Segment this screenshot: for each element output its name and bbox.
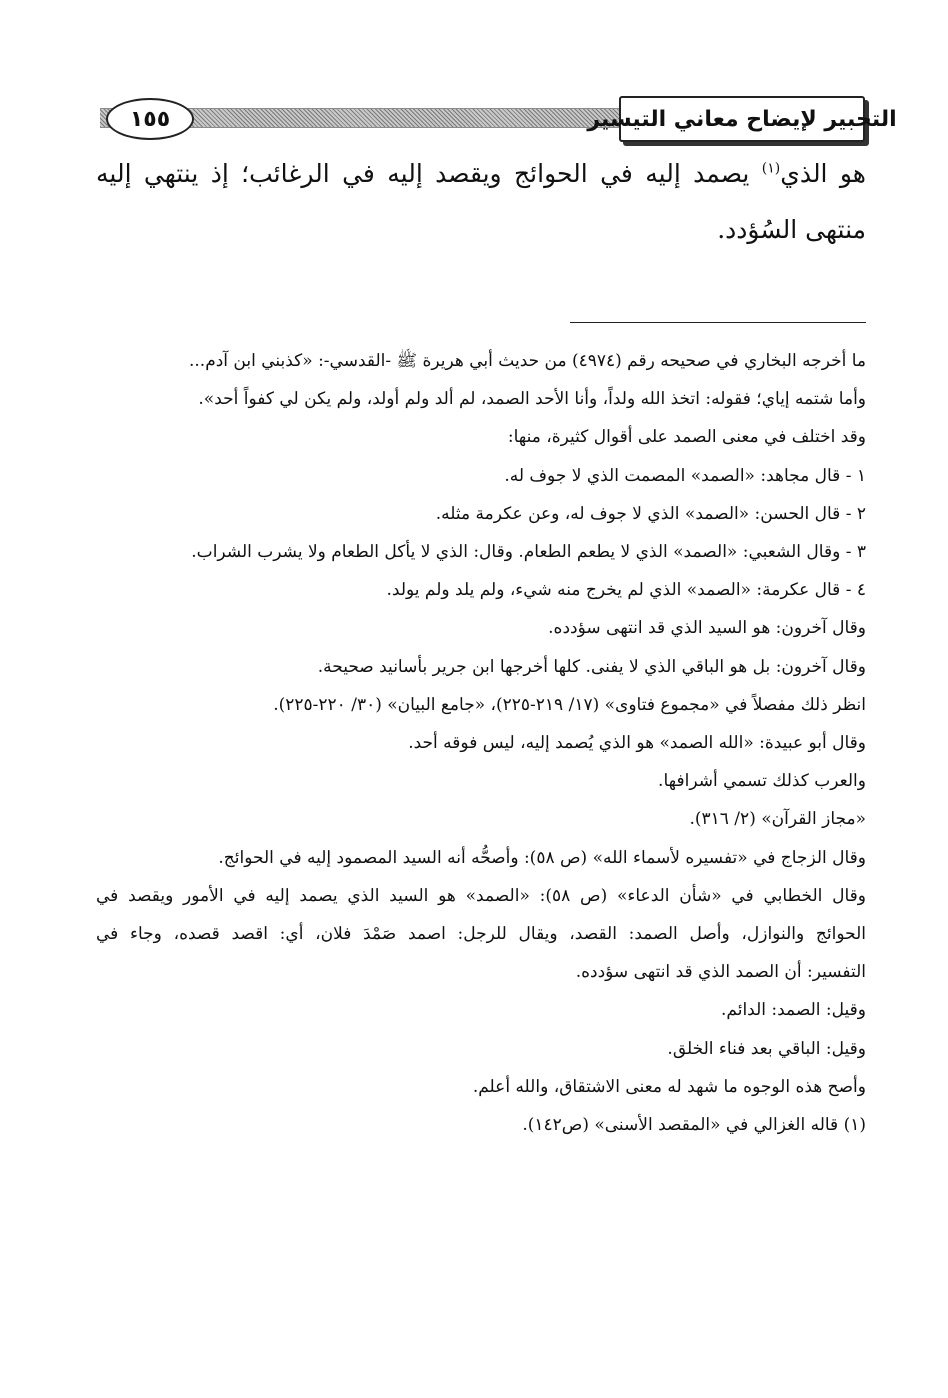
footnotes-section (96, 342, 866, 1144)
book-title: التحبير لإيضاح معاني التيسير (587, 106, 897, 132)
footnote-line: وقال آخرون: هو السيد الذي قد انتهى سؤدده. (548, 618, 866, 639)
footnote-line: وقيل: الصمد: الدائم. (721, 1000, 866, 1021)
footnote-line: والعرب كذلك تسمي أشرافها. (658, 771, 866, 792)
running-header (100, 96, 897, 144)
footnote-line: وأما شتمه إياي؛ فقوله: اتخذ الله ولداً، وأنا الأحد الصمد، لم ألد ولم أولد، ولم يكن لي كفواً أحد». (198, 389, 866, 410)
main-text-start: هو الذي (780, 159, 866, 188)
footnote-line: انظر ذلك مفصلاً في «مجموع فتاوى» (١٧/ ٢١٩-٢٢٥)، «جامع البيان» (٣٠/ ٢٢٠-٢٢٥). (273, 694, 866, 715)
footnote-reference-marker: (١) (761, 160, 781, 177)
footnote-line: وقال الخطابي في «شأن الدعاء» (ص ٥٨): «الصمد» هو السيد الذي يصمد إليه في الأمور ويقصد في (96, 885, 866, 906)
footnote-line: الحوائج والنوازل، وأصل الصمد: القصد، ويقال للرجل: اصمد صَمْدَ فلان، أي: اقصد قصده، وجاء في (96, 924, 866, 945)
page-number: ١٥٥ (129, 106, 171, 132)
footnote-line: وقال آخرون: بل هو الباقي الذي لا يفنى. كلها أخرجها ابن جرير بأسانيد صحيحة. (317, 656, 866, 677)
footnote-line: وأصح هذه الوجوه ما شهد له معنى الاشتقاق، والله أعلم. (472, 1076, 866, 1097)
footnote-line: وقال أبو عبيدة: «الله الصمد» هو الذي يُصمد إليه، ليس فوقه أحد. (408, 733, 866, 754)
footnote-separator (570, 322, 866, 323)
footnote-citation: (١) قاله الغزالي في «المقصد الأسنى» (ص١٤٢). (522, 1115, 866, 1136)
footnote-line: وقيل: الباقي بعد فناء الخلق. (667, 1038, 866, 1059)
page-number-oval (106, 98, 194, 140)
footnote-line: ٤ - قال عكرمة: «الصمد» الذي لم يخرج منه شيء، ولم يلد ولم يولد. (386, 580, 866, 601)
book-title-box (587, 96, 897, 142)
footnote-line: ١ - قال مجاهد: «الصمد» المصمت الذي لا جوف له. (504, 465, 866, 486)
footnote-line: ٣ - وقال الشعبي: «الصمد» الذي لا يطعم الطعام. وقال: الذي لا يأكل الطعام ولا يشرب الشراب. (191, 542, 866, 563)
main-paragraph-text (96, 146, 866, 258)
main-paragraph (96, 146, 866, 258)
footnote-line: ما أخرجه البخاري في صحيحه رقم (٤٩٧٤) من حديث أبي هريرة ﷺ -القدسي-: «كذبني ابن آدم... (188, 351, 866, 371)
footnote-line: التفسير: أن الصمد الذي قد انتهى سؤدده. (575, 962, 866, 983)
footnote-line: «مجاز القرآن» (٢/ ٣١٦). (689, 809, 866, 830)
main-text-rest: يصمد إليه في الحوائج ويقصد إليه في الرغائب؛ إذ ينتهي إليه منتهى السُؤدد. (96, 159, 866, 244)
footnote-line: ٢ - قال الحسن: «الصمد» الذي لا جوف له، وعن عكرمة مثله. (435, 503, 866, 524)
footnote-line: وقال الزجاج في «تفسيره لأسماء الله» (ص ٥٨): وأصحُّه أنه السيد المصمود إليه في الحوائج. (218, 847, 866, 868)
footnote-line: وقد اختلف في معنى الصمد على أقوال كثيرة، منها: (507, 427, 866, 448)
